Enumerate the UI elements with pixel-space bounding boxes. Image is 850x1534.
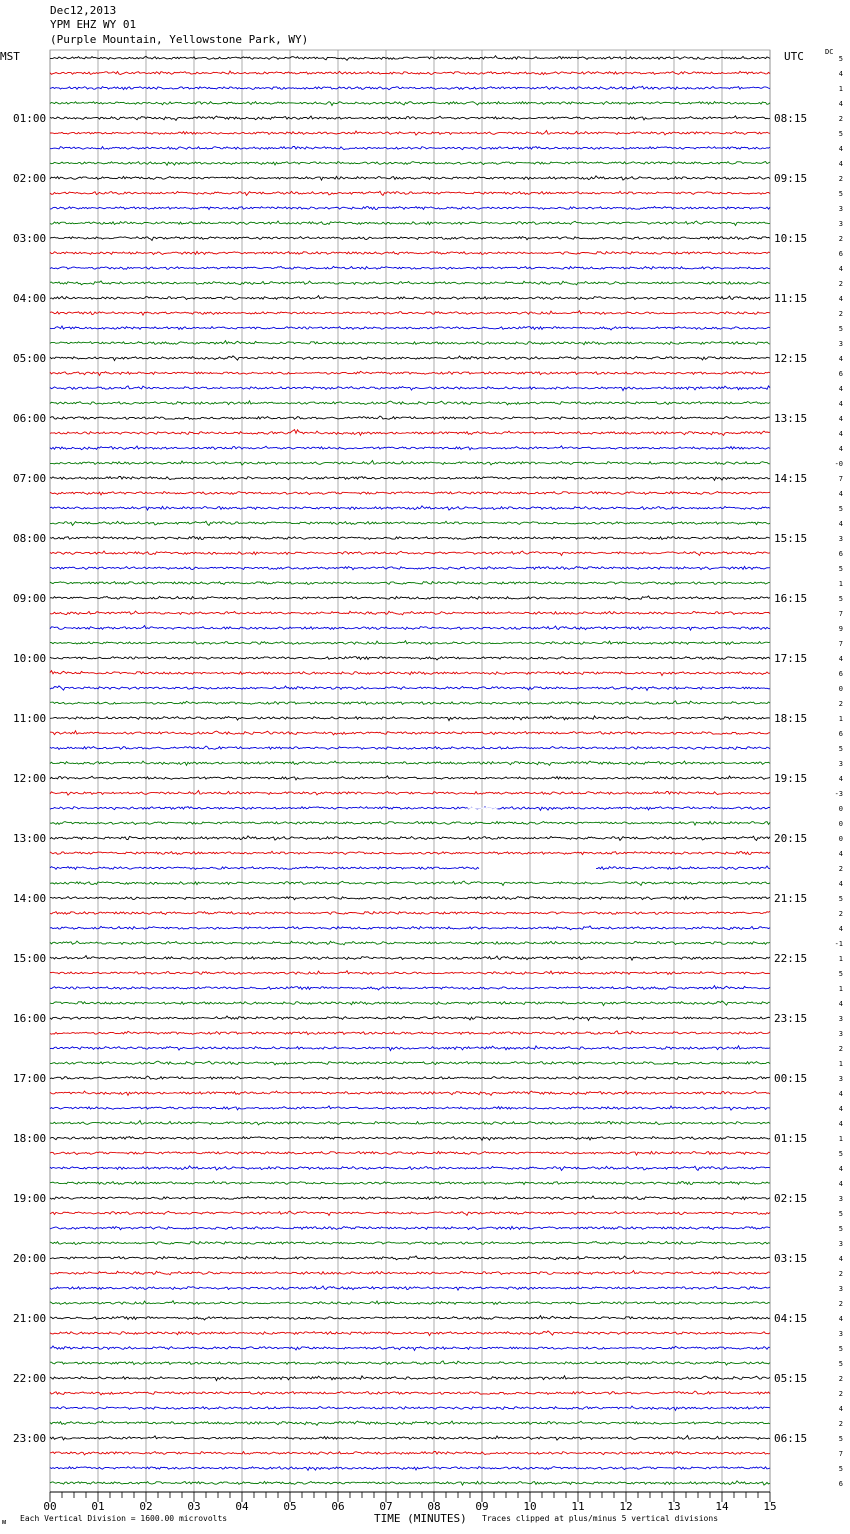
- dc-offset-value: 2: [838, 1270, 843, 1278]
- right-hour-label: 17:15: [774, 652, 808, 665]
- trace-line: [50, 866, 770, 869]
- trace-line: [50, 1181, 770, 1184]
- x-tick-label: 15: [763, 1500, 777, 1513]
- x-tick-label: 12: [619, 1500, 633, 1513]
- dc-offset-value: 1: [838, 580, 843, 588]
- trace-line: [50, 807, 770, 811]
- trace-line: [50, 296, 770, 300]
- trace-line: [50, 1467, 770, 1471]
- dc-offset-value: 4: [838, 775, 843, 783]
- trace-line: [50, 1331, 770, 1336]
- x-tick-label: 04: [235, 1500, 249, 1513]
- trace-line: [50, 971, 770, 975]
- dc-offset-value: 3: [838, 1030, 843, 1038]
- right-hour-label: 22:15: [774, 952, 808, 965]
- trace-line: [50, 821, 770, 825]
- dc-offset-value: 1: [838, 715, 843, 723]
- trace-line: [50, 266, 770, 269]
- trace-line: [50, 1137, 770, 1141]
- dc-offset-value: 4: [838, 295, 843, 303]
- dc-offset-value: 5: [838, 1210, 843, 1218]
- trace-line: [50, 1166, 770, 1171]
- x-tick-label: 05: [283, 1500, 297, 1513]
- right-hour-label: 06:15: [774, 1432, 808, 1445]
- right-hour-label: 19:15: [774, 772, 808, 785]
- mst-zone-label: MST: [0, 50, 20, 63]
- dc-offset-value: 1: [838, 1135, 843, 1143]
- left-hour-label: 15:00: [13, 952, 47, 965]
- trace-line: [50, 1031, 770, 1035]
- trace-line: [50, 401, 770, 405]
- trace-line: [50, 657, 770, 660]
- dc-offset-value: 2: [838, 700, 843, 708]
- trace-line: [50, 1091, 770, 1095]
- left-hour-label: 19:00: [13, 1192, 47, 1205]
- dc-offset-value: 5: [838, 55, 843, 63]
- trace-line: [50, 671, 770, 676]
- dc-offset-value: 2: [838, 865, 843, 873]
- trace-line: [50, 281, 770, 285]
- trace-line: [50, 731, 770, 735]
- trace-line: [50, 776, 770, 780]
- right-hour-label: 11:15: [774, 292, 808, 305]
- dc-offset-value: 4: [838, 880, 843, 888]
- right-hour-label: 18:15: [774, 712, 808, 725]
- trace-line: [50, 1106, 770, 1110]
- dc-offset-value: 3: [838, 1285, 843, 1293]
- dc-offset-value: 5: [838, 1360, 843, 1368]
- trace-line: [50, 851, 770, 854]
- dc-offset-value: 6: [838, 670, 843, 678]
- right-hour-label: 14:15: [774, 472, 808, 485]
- trace-line: [50, 446, 770, 450]
- trace-line: [50, 221, 770, 226]
- left-hour-label: 20:00: [13, 1252, 47, 1265]
- trace-line: [50, 1061, 770, 1065]
- trace-line: [50, 237, 770, 241]
- date-label: Dec12,2013: [50, 4, 117, 17]
- plot-frame: [50, 50, 770, 1492]
- right-hour-label: 09:15: [774, 172, 808, 185]
- x-tick-label: 03: [187, 1500, 201, 1513]
- dc-offset-value: 5: [838, 565, 843, 573]
- dc-offset-value: 3: [838, 1075, 843, 1083]
- utc-zone-label: UTC: [784, 50, 804, 63]
- left-hour-label: 12:00: [13, 772, 47, 785]
- trace-line: [50, 1046, 770, 1051]
- dc-offset-value: 3: [838, 205, 843, 213]
- dc-offset-value: 3: [838, 1330, 843, 1338]
- right-hour-label: 10:15: [774, 232, 808, 245]
- dc-offset-value: 1: [838, 985, 843, 993]
- trace-line: [50, 207, 770, 210]
- right-hour-label: 03:15: [774, 1252, 808, 1265]
- trace-line: [50, 566, 770, 569]
- x-tick-label: 11: [571, 1500, 585, 1513]
- trace-line: [50, 386, 770, 391]
- trace-line: [50, 86, 770, 89]
- trace-line: [50, 311, 770, 315]
- right-hour-label: 00:15: [774, 1072, 808, 1085]
- trace-line: [50, 430, 770, 436]
- trace-line: [50, 1241, 770, 1244]
- dc-offset-value: 5: [838, 1465, 843, 1473]
- left-hour-label: 22:00: [13, 1372, 47, 1385]
- trace-line: [50, 582, 770, 585]
- trace-line: [50, 1271, 770, 1275]
- footer-mark: ᴍ: [2, 1518, 7, 1526]
- trace-line: [50, 986, 770, 990]
- dc-offset-value: -3: [834, 790, 843, 798]
- trace-line: [50, 611, 770, 615]
- dc-offset-value: 4: [838, 385, 843, 393]
- clip-note: Traces clipped at plus/minus 5 vertical divisions: [482, 1514, 719, 1523]
- x-tick-label: 08: [427, 1500, 441, 1513]
- trace-line: [50, 1151, 770, 1155]
- x-axis-title: TIME (MINUTES): [374, 1512, 467, 1525]
- dc-offset-value: 6: [838, 250, 843, 258]
- trace-line: [50, 746, 770, 749]
- dc-offset-value: 3: [838, 1195, 843, 1203]
- trace-line: [50, 341, 770, 345]
- trace-line: [50, 1406, 770, 1410]
- dc-offset-value: 5: [838, 1225, 843, 1233]
- dc-offset-value: 4: [838, 1120, 843, 1128]
- trace-line: [50, 1361, 770, 1365]
- x-tick-label: 00: [43, 1500, 57, 1513]
- trace-line: [50, 1301, 770, 1305]
- x-tick-label: 14: [715, 1500, 729, 1513]
- right-hour-label: 16:15: [774, 592, 808, 605]
- x-tick-label: 09: [475, 1500, 489, 1513]
- station-label: YPM EHZ WY 01: [50, 18, 137, 31]
- left-hour-label: 07:00: [13, 472, 47, 485]
- trace-line: [50, 1016, 770, 1020]
- left-hour-label: 13:00: [13, 832, 47, 845]
- right-hour-label: 05:15: [774, 1372, 808, 1385]
- trace-line: [50, 686, 770, 691]
- trace-line: [50, 102, 770, 106]
- dc-offset-value: 4: [838, 490, 843, 498]
- left-hour-label: 10:00: [13, 652, 47, 665]
- dc-offset-value: 5: [838, 130, 843, 138]
- trace-line: [50, 476, 770, 480]
- dc-offset-value: 1: [838, 1060, 843, 1068]
- dc-offset-value: 4: [838, 1105, 843, 1113]
- x-tick-label: 02: [139, 1500, 153, 1513]
- trace-line: [50, 716, 770, 721]
- trace-line: [50, 416, 770, 419]
- x-tick-label: 07: [379, 1500, 393, 1513]
- dc-offset-value: 2: [838, 175, 843, 183]
- left-hour-label: 11:00: [13, 712, 47, 725]
- left-hour-label: 05:00: [13, 352, 47, 365]
- dc-offset-value: 7: [838, 640, 843, 648]
- trace-line: [50, 596, 770, 600]
- dc-offset-value: 2: [838, 310, 843, 318]
- dc-offset-value: 0: [838, 835, 843, 843]
- trace-line: [50, 537, 770, 540]
- trace-line: [50, 1226, 770, 1229]
- dc-offset-value: 3: [838, 220, 843, 228]
- dc-offset-value: 3: [838, 760, 843, 768]
- left-hour-label: 01:00: [13, 112, 47, 125]
- dc-offset-value: 4: [838, 1315, 843, 1323]
- trace-line: [50, 116, 770, 120]
- left-hour-label: 03:00: [13, 232, 47, 245]
- trace-line: [50, 1421, 770, 1425]
- dc-offset-value: 4: [838, 1255, 843, 1263]
- trace-line: [50, 56, 770, 61]
- dc-offset-value: 4: [838, 160, 843, 168]
- trace-line: [50, 356, 770, 361]
- right-hour-label: 01:15: [774, 1132, 808, 1145]
- trace-line: [50, 1121, 770, 1125]
- trace-line: [50, 1481, 770, 1485]
- trace-line: [50, 836, 770, 841]
- left-hour-label: 21:00: [13, 1312, 47, 1325]
- trace-line: [50, 146, 770, 149]
- dc-offset-value: 2: [838, 1300, 843, 1308]
- trace-line: [50, 1001, 770, 1006]
- dc-offset-value: 2: [838, 1390, 843, 1398]
- dc-offset-value: 2: [838, 1420, 843, 1428]
- right-hour-label: 20:15: [774, 832, 808, 845]
- dc-offset-value: 4: [838, 400, 843, 408]
- dc-offset-value: 4: [838, 925, 843, 933]
- right-hour-label: 15:15: [774, 532, 808, 545]
- trace-line: [50, 1376, 770, 1381]
- dc-offset-value: 5: [838, 895, 843, 903]
- dc-offset-value: 4: [838, 850, 843, 858]
- trace-line: [50, 701, 770, 705]
- trace-line: [50, 326, 770, 330]
- dc-offset-value: 2: [838, 1045, 843, 1053]
- dc-offset-value: 4: [838, 70, 843, 78]
- dc-offset-value: 4: [838, 430, 843, 438]
- trace-line: [50, 926, 770, 930]
- left-hour-label: 17:00: [13, 1072, 47, 1085]
- dc-offset-value: 4: [838, 1165, 843, 1173]
- right-hour-label: 12:15: [774, 352, 808, 365]
- trace-line: [50, 251, 770, 254]
- trace-line: [50, 1316, 770, 1320]
- dc-offset-value: 0: [838, 685, 843, 693]
- labels-group: [13, 55, 843, 1513]
- x-tick-label: 10: [523, 1500, 537, 1513]
- trace-line: [50, 461, 770, 466]
- trace-line: [50, 131, 770, 136]
- location-label: (Purple Mountain, Yellowstone Park, WY): [50, 33, 309, 46]
- dc-offset-value: 4: [838, 445, 843, 453]
- trace-line: [50, 1391, 770, 1395]
- dc-offset-value: 7: [838, 610, 843, 618]
- left-hour-label: 23:00: [13, 1432, 47, 1445]
- right-hour-label: 08:15: [774, 112, 808, 125]
- dc-offset-value: 5: [838, 190, 843, 198]
- trace-line: [50, 1076, 770, 1079]
- right-hour-label: 13:15: [774, 412, 808, 425]
- left-hour-label: 09:00: [13, 592, 47, 605]
- trace-line: [50, 911, 770, 914]
- dc-offset-value: 4: [838, 1180, 843, 1188]
- traces-group: [50, 56, 770, 1485]
- dc-offset-value: 3: [838, 1015, 843, 1023]
- dc-offset-value: 4: [838, 655, 843, 663]
- dc-offset-value: 5: [838, 1345, 843, 1353]
- trace-line: [50, 791, 770, 796]
- trace-line: [50, 521, 770, 525]
- dc-offset-value: 4: [838, 355, 843, 363]
- dc-offset-value: 2: [838, 235, 843, 243]
- dc-offset-value: 6: [838, 550, 843, 558]
- dc-offset-value: 6: [838, 370, 843, 378]
- left-hour-label: 06:00: [13, 412, 47, 425]
- trace-line: [50, 191, 770, 195]
- dc-offset-value: 4: [838, 520, 843, 528]
- trace-line: [50, 491, 770, 495]
- dc-offset-value: 6: [838, 730, 843, 738]
- left-hour-label: 16:00: [13, 1012, 47, 1025]
- dc-offset-value: 5: [838, 745, 843, 753]
- dc-offset-value: 4: [838, 100, 843, 108]
- dc-offset-value: 2: [838, 280, 843, 288]
- trace-line: [50, 896, 770, 899]
- dc-offset-value: 4: [838, 415, 843, 423]
- dc-offset-value: 9: [838, 625, 843, 633]
- trace-line: [50, 626, 770, 631]
- trace-line: [50, 1286, 770, 1290]
- left-hour-label: 04:00: [13, 292, 47, 305]
- dc-offset-value: 3: [838, 535, 843, 543]
- dc-offset-value: 5: [838, 1150, 843, 1158]
- right-hour-label: 23:15: [774, 1012, 808, 1025]
- right-hour-label: 02:15: [774, 1192, 808, 1205]
- dc-offset-value: 3: [838, 1240, 843, 1248]
- right-hour-label: 21:15: [774, 892, 808, 905]
- trace-line: [50, 1211, 770, 1215]
- trace-line: [50, 1256, 770, 1260]
- trace-line: [50, 176, 770, 180]
- dc-offset-value: 5: [838, 595, 843, 603]
- dc-offset-value: 7: [838, 1450, 843, 1458]
- x-tick-label: 01: [91, 1500, 105, 1513]
- left-hour-label: 08:00: [13, 532, 47, 545]
- dc-offset-value: 5: [838, 1435, 843, 1443]
- trace-line: [50, 71, 770, 75]
- dc-offset-value: 4: [838, 145, 843, 153]
- dc-offset-value: 2: [838, 115, 843, 123]
- dc-offset-value: 0: [838, 820, 843, 828]
- dc-offset-value: 5: [838, 970, 843, 978]
- scale-note: Each Vertical Division = 1600.00 microvolts: [20, 1514, 228, 1523]
- left-hour-label: 14:00: [13, 892, 47, 905]
- dc-offset-value: 4: [838, 1000, 843, 1008]
- trace-line: [50, 956, 770, 961]
- dc-offset-value: 0: [838, 805, 843, 813]
- dc-offset-value: 4: [838, 1090, 843, 1098]
- x-tick-label: 13: [667, 1500, 681, 1513]
- dc-offset-value: 4: [838, 265, 843, 273]
- x-tick-label: 06: [331, 1500, 345, 1513]
- dc-offset-value: 1: [838, 955, 843, 963]
- trace-line: [50, 641, 770, 645]
- dc-column-label: DC: [825, 48, 834, 56]
- dc-offset-value: 3: [838, 340, 843, 348]
- dc-offset-value: 2: [838, 1375, 843, 1383]
- trace-line: [50, 881, 770, 885]
- trace-line: [50, 1436, 770, 1441]
- dc-offset-value: 5: [838, 325, 843, 333]
- trace-line: [50, 761, 770, 765]
- left-hour-label: 18:00: [13, 1132, 47, 1145]
- dc-offset-value: 2: [838, 910, 843, 918]
- trace-line: [50, 506, 770, 510]
- trace-line: [50, 162, 770, 166]
- dc-offset-value: -1: [834, 940, 843, 948]
- dc-offset-value: 6: [838, 1480, 843, 1488]
- dc-offset-value: 1: [838, 85, 843, 93]
- left-hour-label: 02:00: [13, 172, 47, 185]
- trace-line: [50, 551, 770, 556]
- trace-line: [50, 1196, 770, 1200]
- trace-line: [50, 1346, 770, 1350]
- trace-line: [50, 1451, 770, 1455]
- trace-line: [50, 371, 770, 375]
- dc-offset-value: 4: [838, 1405, 843, 1413]
- dc-offset-value: 5: [838, 505, 843, 513]
- dc-offset-value: 7: [838, 475, 843, 483]
- trace-line: [50, 941, 770, 945]
- right-hour-label: 04:15: [774, 1312, 808, 1325]
- dc-offset-value: -0: [834, 460, 843, 468]
